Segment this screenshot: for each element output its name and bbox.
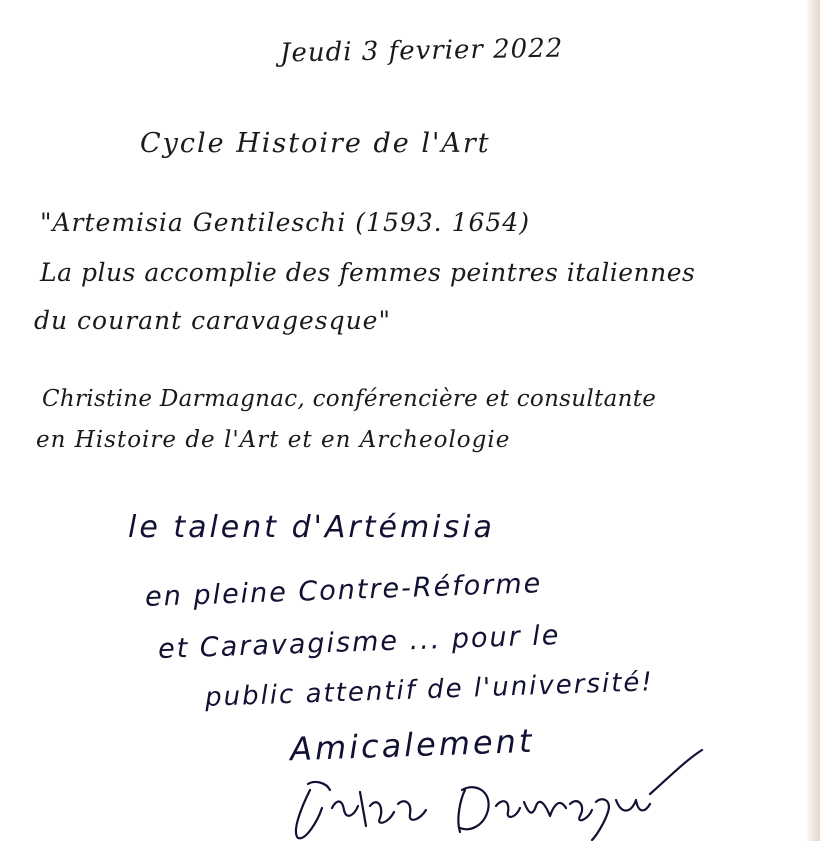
entry-date: Jeudi 3 fevrier 2022 [279,33,564,69]
message-line-3: et Caravagisme ... pour le [157,619,561,666]
page-edge [806,0,820,841]
lecture-subtitle-line-2: du courant caravagesque" [34,306,391,335]
message-line-4: public attentif de l'université! [204,667,655,713]
message-line-1: le talent d'Artémisia [128,510,495,545]
lecture-subtitle-line-1: La plus accomplie des femmes peintres italiennes [40,258,696,287]
message-line-2: en pleine Contre-Réforme [144,568,543,613]
handwritten-signature [270,720,710,841]
lecture-title: "Artemisia Gentileschi (1593. 1654) [40,208,530,237]
lecturer-line-2: en Histoire de l'Art et en Archeologie [36,427,511,453]
lecturer-line-1: Christine Darmagnac, conférencière et consultante [42,386,657,412]
closing-text: Amicalement [289,721,536,769]
cycle-title: Cycle Histoire de l'Art [140,128,491,159]
